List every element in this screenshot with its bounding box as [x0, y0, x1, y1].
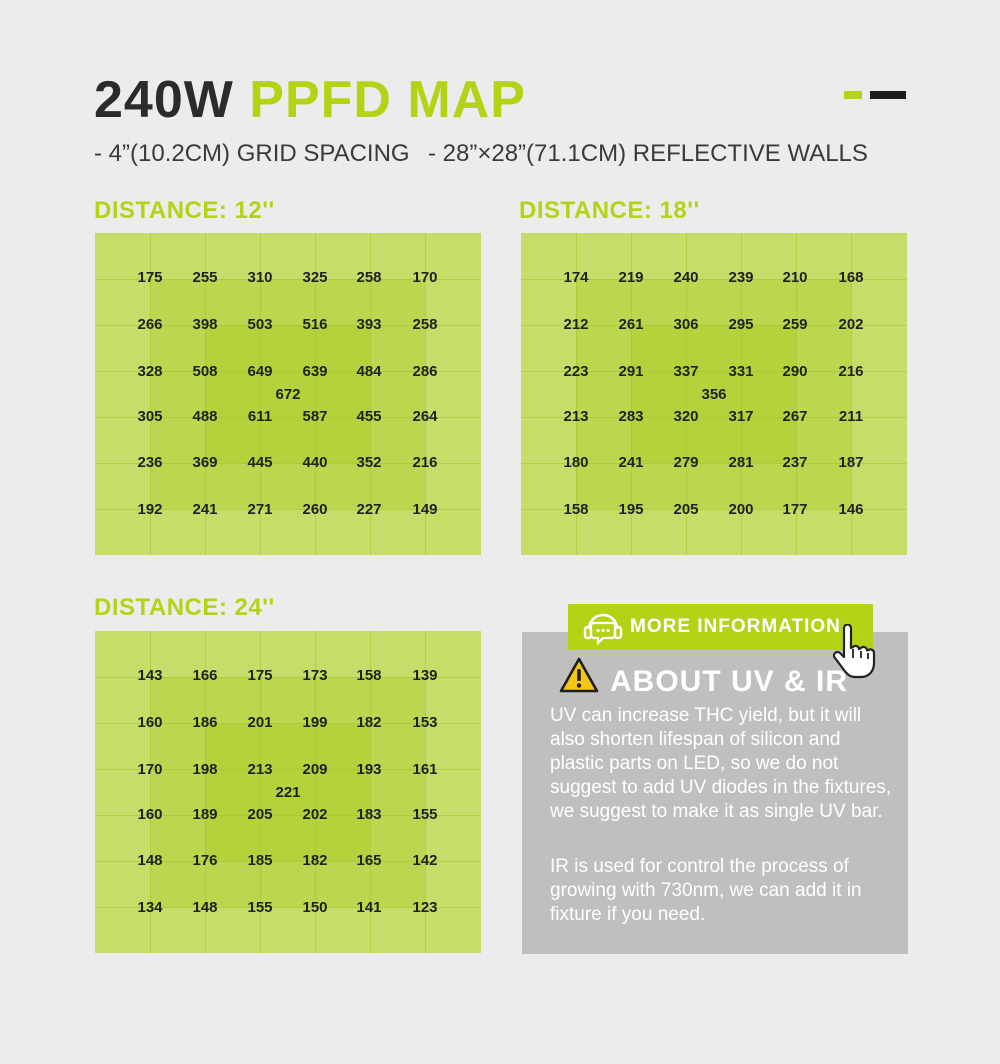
page-title-ppfd: PPFD MAP	[249, 71, 526, 129]
ppfd-value: 258	[356, 269, 382, 286]
ppfd-value: 199	[302, 714, 328, 731]
distance-label-12: DISTANCE: 12''	[94, 197, 275, 224]
ppfd-value: 213	[247, 761, 273, 778]
reflective-walls-note: - 28”×28”(71.1CM) REFLECTIVE WALLS	[428, 140, 868, 167]
ppfd-value: 369	[192, 454, 218, 471]
ppfd-value: 195	[618, 501, 644, 518]
warning-icon	[559, 657, 599, 693]
about-uv-ir-title: ABOUT UV & IR	[610, 665, 848, 698]
ppfd-value: 173	[302, 667, 328, 684]
ppfd-value: 267	[782, 408, 808, 425]
ppfd-value: 170	[412, 269, 438, 286]
ppfd-value: 143	[137, 667, 163, 684]
distance-label-18: DISTANCE: 18''	[519, 197, 700, 224]
distance-label-24: DISTANCE: 24''	[94, 594, 275, 621]
ppfd-value: 240	[673, 269, 699, 286]
ppfd-value: 508	[192, 363, 218, 380]
ppfd-value: 227	[356, 501, 382, 518]
ppfd-value: 160	[137, 714, 163, 731]
ppfd-value: 212	[563, 316, 589, 333]
ppfd-value: 587	[302, 408, 328, 425]
ppfd-value: 455	[356, 408, 382, 425]
ppfd-value: 611	[247, 408, 273, 425]
ppfd-value: 213	[563, 408, 589, 425]
ppfd-value: 216	[838, 363, 864, 380]
ppfd-value: 255	[192, 269, 218, 286]
ppfd-value: 503	[247, 316, 273, 333]
ppfd-value: 271	[247, 501, 273, 518]
ppfd-value: 182	[302, 852, 328, 869]
ppfd-value: 166	[192, 667, 218, 684]
ppfd-value: 189	[192, 806, 218, 823]
ppfd-value: 279	[673, 454, 699, 471]
ppfd-value: 146	[838, 501, 864, 518]
ppfd-value: 283	[618, 408, 644, 425]
ppfd-value: 202	[302, 806, 328, 823]
ppfd-value: 155	[247, 899, 273, 916]
ppfd-value: 639	[302, 363, 328, 380]
ppfd-value: 142	[412, 852, 438, 869]
ppfd-value: 192	[137, 501, 163, 518]
ppfd-value: 445	[247, 454, 273, 471]
ppfd-value: 306	[673, 316, 699, 333]
ppfd-value: 239	[728, 269, 754, 286]
ppfd-value: 393	[356, 316, 382, 333]
ppfd-value: 177	[782, 501, 808, 518]
ppfd-value: 139	[412, 667, 438, 684]
ppfd-value: 148	[137, 852, 163, 869]
ppfd-value: 352	[356, 454, 382, 471]
ppfd-value: 259	[782, 316, 808, 333]
ppfd-value: 516	[302, 316, 328, 333]
ppfd-value: 176	[192, 852, 218, 869]
ppfd-value: 180	[563, 454, 589, 471]
headset-chat-icon	[582, 609, 624, 647]
ppfd-grid-24	[95, 631, 481, 953]
ppfd-value: 209	[302, 761, 328, 778]
page-title	[94, 70, 526, 130]
ppfd-value: 649	[247, 363, 273, 380]
ppfd-value: 185	[247, 852, 273, 869]
ppfd-value: 325	[302, 269, 328, 286]
ppfd-value: 484	[356, 363, 382, 380]
ppfd-value: 310	[247, 269, 273, 286]
ppfd-value: 161	[412, 761, 438, 778]
decor-bar-green	[844, 91, 862, 99]
ppfd-value: 237	[782, 454, 808, 471]
ppfd-value: 155	[412, 806, 438, 823]
ppfd-value: 241	[618, 454, 644, 471]
ppfd-value: 187	[838, 454, 864, 471]
ppfd-value: 266	[137, 316, 163, 333]
ppfd-value: 158	[356, 667, 382, 684]
ppfd-value: 216	[412, 454, 438, 471]
ppfd-value: 305	[137, 408, 163, 425]
ppfd-value: 201	[247, 714, 273, 731]
ppfd-value: 193	[356, 761, 382, 778]
ppfd-value: 260	[302, 501, 328, 518]
ir-description: IR is used for control the process of growing with 730nm, we can add it in fixture if you need.	[550, 856, 862, 925]
ppfd-value: 149	[412, 501, 438, 518]
ppfd-value: 398	[192, 316, 218, 333]
ppfd-value: 488	[192, 408, 218, 425]
ppfd-value: 160	[137, 806, 163, 823]
more-information-button[interactable]: MORE INFORMATION	[568, 604, 873, 650]
ppfd-value: 241	[192, 501, 218, 518]
ppfd-value: 205	[247, 806, 273, 823]
ppfd-value: 281	[728, 454, 754, 471]
grid-spacing-note: - 4”(10.2CM) GRID SPACING	[94, 140, 410, 167]
ppfd-value: 153	[412, 714, 438, 731]
ppfd-center-value: 356	[701, 386, 727, 403]
ppfd-value: 211	[838, 408, 864, 425]
ppfd-value: 174	[563, 269, 589, 286]
ppfd-value: 186	[192, 714, 218, 731]
ppfd-value: 317	[728, 408, 754, 425]
ppfd-value: 320	[673, 408, 699, 425]
ppfd-value: 331	[728, 363, 754, 380]
ppfd-value: 200	[728, 501, 754, 518]
ppfd-value: 141	[356, 899, 382, 916]
ppfd-value: 175	[247, 667, 273, 684]
ppfd-value: 170	[137, 761, 163, 778]
decor-bar-dark	[870, 91, 906, 99]
ppfd-value: 165	[356, 852, 382, 869]
ppfd-value: 134	[137, 899, 163, 916]
ppfd-value: 219	[618, 269, 644, 286]
ppfd-value: 290	[782, 363, 808, 380]
ppfd-value: 123	[412, 899, 438, 916]
ppfd-center-value: 221	[275, 784, 301, 801]
ppfd-value: 168	[838, 269, 864, 286]
ppfd-value: 258	[412, 316, 438, 333]
ppfd-value: 210	[782, 269, 808, 286]
ppfd-value: 158	[563, 501, 589, 518]
ppfd-value: 175	[137, 269, 163, 286]
ppfd-value: 295	[728, 316, 754, 333]
ppfd-center-value: 672	[275, 386, 301, 403]
ppfd-value: 291	[618, 363, 644, 380]
ppfd-value: 223	[563, 363, 589, 380]
ppfd-value: 150	[302, 899, 328, 916]
ppfd-value: 202	[838, 316, 864, 333]
ppfd-value: 264	[412, 408, 438, 425]
ppfd-value: 236	[137, 454, 163, 471]
ppfd-value: 261	[618, 316, 644, 333]
ppfd-value: 183	[356, 806, 382, 823]
ppfd-value: 148	[192, 899, 218, 916]
ppfd-value: 337	[673, 363, 699, 380]
ppfd-value: 182	[356, 714, 382, 731]
uv-description: UV can increase THC yield, but it will also shorten lifespan of silicon and plastic parts on LED, so we do not suggest to add UV diodes in the fixtures, we suggest to make it as single UV bar.	[550, 705, 892, 822]
ppfd-value: 198	[192, 761, 218, 778]
page-title-wattage: 240W	[94, 71, 234, 129]
ppfd-grid-12	[95, 233, 481, 555]
ppfd-value: 205	[673, 501, 699, 518]
ppfd-value: 286	[412, 363, 438, 380]
ppfd-grid-18	[521, 233, 907, 555]
ppfd-value: 440	[302, 454, 328, 471]
ppfd-value: 328	[137, 363, 163, 380]
